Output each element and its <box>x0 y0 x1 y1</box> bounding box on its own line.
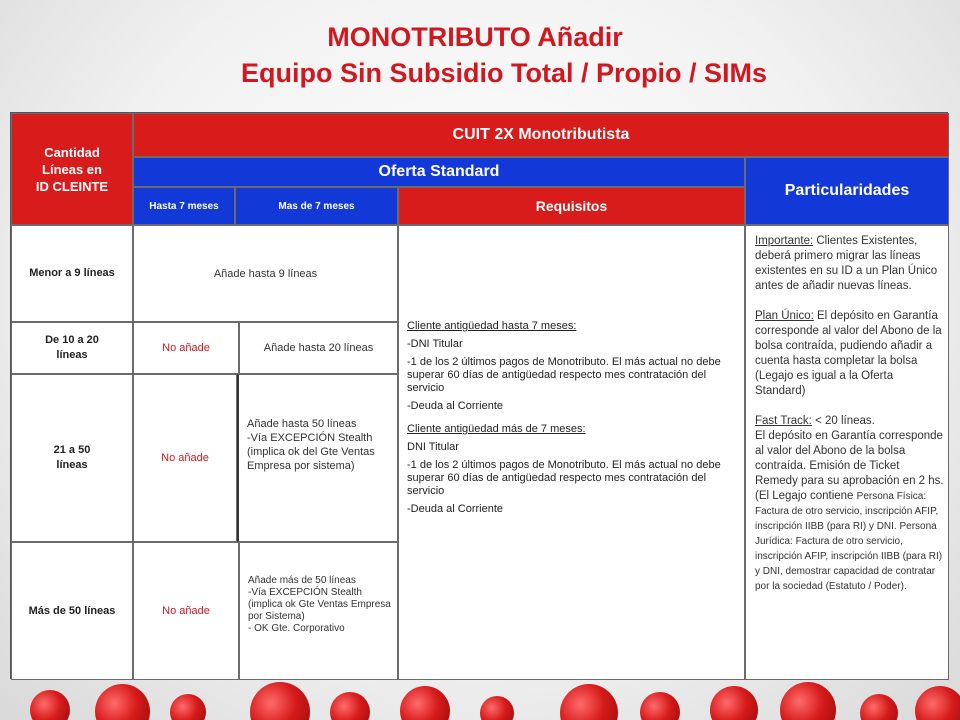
particularidades-cell: Importante: Clientes Existentes, deberá primero migrar las líneas existentes en su ID a un Plan Único antes de añadir nuevas líneas. Plan Único: El depósito en Garantía corresponde al valor del Abono de la bolsa contraída, pudiendo añadir a cuenta hasta completar la bolsa (Legajo es igual a la Oferta Standard) Fast Track: < 20 líneas. El depósito en Garantía corresponde al valor del Abono de la bolsa contraída. Emisión de Ticket Remedy para su aprobación en 2 hs. (El Legajo contiene Persona Física: Factura de otro servicio, inscripción AFIP, inscripción IIBB (para RI) y DNI. Persona Jurídica: Factura de otro servicio, inscripción AFIP, inscripción IIBB (para RI) y DNI, demostrar capacidad de contratar por la sociedad (Estatuto / Poder). <box>745 225 949 680</box>
header-mas-7: Mas de 7 meses <box>235 187 398 225</box>
row-label: Menor a 9 líneas <box>11 225 133 322</box>
offer-table <box>10 112 948 679</box>
row-label: Más de 50 líneas <box>11 542 133 680</box>
header-hasta-7: Hasta 7 meses <box>133 187 235 225</box>
row-label: 21 a 50 líneas <box>11 374 133 542</box>
row-label: De 10 a 20 líneas <box>11 322 133 374</box>
page-title: MONOTRIBUTO Añadir <box>327 22 623 52</box>
header-cuit: CUIT 2X Monotributista <box>133 113 949 157</box>
header-particularidades: Particularidades <box>745 157 949 225</box>
row-value: Añade hasta 9 líneas <box>133 225 398 322</box>
decorative-balls <box>0 682 960 720</box>
header-oferta: Oferta Standard <box>133 157 745 187</box>
row-no-anade: No añade <box>133 374 237 542</box>
row-no-anade: No añade <box>133 322 239 374</box>
row-value: Añade más de 50 líneas -Vía EXCEPCIÓN Stealth (implica ok Gte Ventas Empresa por Sistema) - OK Gte. Corporativo <box>239 542 398 680</box>
header-cantidad: Cantidad Líneas en ID CLEINTE <box>11 113 133 225</box>
row-value: Añade hasta 50 líneas -Vía EXCEPCIÓN Stealth (implica ok del Gte Ventas Empresa por sistema) <box>237 374 398 542</box>
row-value: Añade hasta 20 líneas <box>239 322 398 374</box>
page-subtitle: Equipo Sin Subsidio Total / Propio / SIMs <box>241 58 767 88</box>
requisitos-cell: Cliente antigüedad hasta 7 meses: -DNI Titular -1 de los 2 últimos pagos de Monotributo. El más actual no debe superar 60 días de antigüedad respecto mes contratación del servicio -Deuda al Corriente Cliente antigüedad más de 7 meses: DNI Titular -1 de los 2 últimos pagos de Monotributo. El más actual no debe superar 60 días de antigüedad respecto mes contratación del servicio -Deuda al Corriente <box>398 225 745 680</box>
row-no-anade: No añade <box>133 542 239 680</box>
header-requisitos: Requisitos <box>398 187 745 225</box>
